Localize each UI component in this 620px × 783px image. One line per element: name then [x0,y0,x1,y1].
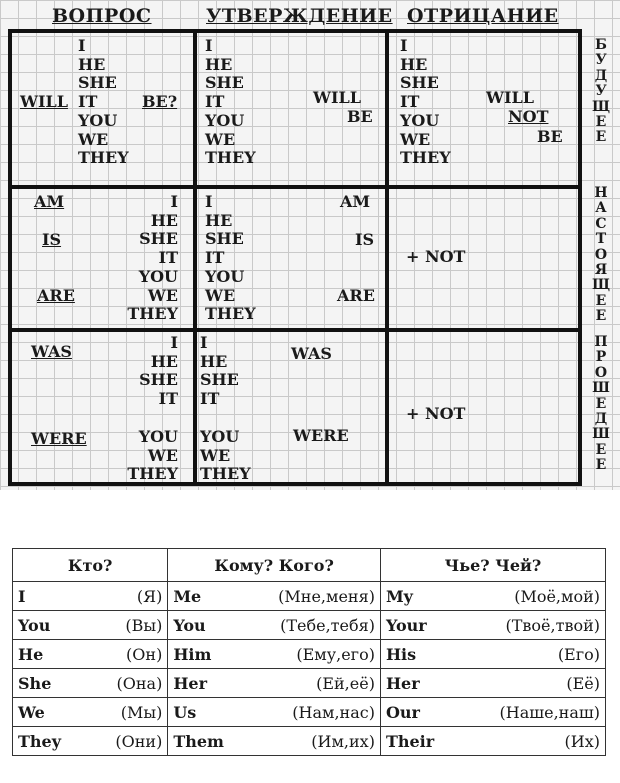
table-cell [168,640,381,669]
pronoun-ru: (Ему,его) [296,644,375,664]
pronoun-en: He [18,644,44,664]
future-n-be: BE [537,127,563,146]
pronoun-ru: (Их) [564,731,600,751]
pronoun-en: I [18,586,26,606]
header-negation: ОТРИЦАНИЕ [407,5,559,27]
table-row [13,669,606,698]
present-q-am: AM [34,192,65,211]
past-q-was: WAS [31,342,72,361]
pronoun-ru: (Наше,наш) [499,702,600,722]
pronoun-table-wrapper [12,548,608,756]
table-cell [13,698,168,727]
past-s-pronouns-1: I HE SHE IT [200,333,239,409]
pronoun-table [12,548,606,756]
table-row [13,640,606,669]
future-s-pronouns: I HE SHE IT YOU WE THEY [205,36,256,168]
pronoun-ru: (Им,их) [311,731,375,751]
table-row [13,611,606,640]
future-n-not: NOT [508,107,549,126]
side-label-past: П Р О Ш Е Д Ш Е Е [592,334,610,474]
pronoun-en: They [18,731,62,751]
table-cell [380,582,605,611]
pronoun-ru: (Её) [566,673,600,693]
pronoun-en: Us [173,702,197,722]
table-row [13,727,606,756]
table-cell [380,698,605,727]
col-header-who: Кто? [13,549,168,582]
future-n-will: WILL [486,88,534,107]
pronoun-ru: (Он) [126,644,163,664]
pronoun-en: Her [385,673,420,693]
past-q-were: WERE [31,429,87,448]
pronoun-ru: (Они) [115,731,163,751]
pronoun-en: Her [173,673,208,693]
past-s-was: WAS [291,344,332,363]
pronoun-ru: (Вы) [125,615,163,635]
pronoun-ru: (Его) [557,644,600,664]
side-label-present: Н А С Т О Я Щ Е Е [592,185,611,325]
pronoun-ru: (Мне,меня) [278,586,375,606]
pronoun-ru: (Моё,мой) [514,586,600,606]
col-header-whose: Чье? Чей? [380,549,605,582]
table-header-row [13,549,606,582]
future-q-pronouns: I HE SHE IT YOU WE THEY [78,36,129,168]
table-cell [168,669,381,698]
past-s-pronouns-2: YOU WE THEY [200,427,251,484]
side-label-future: Б У Д У Щ Е Е [592,37,611,146]
past-s-were: WERE [293,426,349,445]
pronoun-en: Your [385,615,427,635]
present-s-am: AM [340,192,371,211]
pronoun-en: She [18,673,52,693]
pronoun-en: Our [385,702,420,722]
past-q-pronouns-1: I HE SHE IT [139,333,178,409]
pronoun-ru: (Ей,её) [316,673,375,693]
future-s-will: WILL [313,88,361,107]
pronoun-ru: (Тебе,тебя) [280,615,375,635]
table-row [13,582,606,611]
pronoun-ru: (Нам,нас) [292,702,375,722]
table-cell [168,611,381,640]
table-cell [168,698,381,727]
pronoun-en: Their [385,731,435,751]
pronoun-ru: (Она) [116,673,163,693]
future-q-be: BE? [142,92,178,111]
present-q-is: IS [42,230,62,249]
pronoun-en: Him [173,644,212,664]
header-question: ВОПРОС [52,5,152,27]
pronoun-ru: (Я) [136,586,163,606]
present-s-is: IS [355,230,375,249]
table-cell [13,582,168,611]
table-cell [380,611,605,640]
table-cell [13,669,168,698]
pronoun-en: My [385,586,413,606]
pronoun-ru: (Твоё,твой) [505,615,600,635]
pronoun-ru: (Мы) [120,702,163,722]
table-cell [380,640,605,669]
table-cell [168,582,381,611]
table-cell [13,640,168,669]
pronoun-en: You [18,615,51,635]
present-q-pronouns: I HE SHE IT YOU WE THEY [127,192,178,324]
pronoun-en: You [173,615,206,635]
table-cell [380,727,605,756]
present-q-are: ARE [37,286,75,305]
table-cell [13,611,168,640]
pronoun-en: His [385,644,417,664]
pronoun-en: Me [173,586,202,606]
col-header-whom: Кому? Кого? [168,549,381,582]
past-n-not: + NOT [406,404,466,423]
table-row [13,698,606,727]
present-n-not: + NOT [406,247,466,266]
future-s-be: BE [347,107,373,126]
table-cell [168,727,381,756]
past-q-pronouns-2: YOU WE THEY [127,427,178,484]
table-cell [380,669,605,698]
pronoun-en: Them [173,731,224,751]
pronoun-en: We [18,702,45,722]
future-n-pronouns: I HE SHE IT YOU WE THEY [400,36,451,168]
header-statement: УТВЕРЖДЕНИЕ [206,5,393,27]
present-s-are: ARE [337,286,375,305]
future-q-will: WILL [20,92,68,111]
present-s-pronouns: I HE SHE IT YOU WE THEY [205,192,256,324]
table-cell [13,727,168,756]
